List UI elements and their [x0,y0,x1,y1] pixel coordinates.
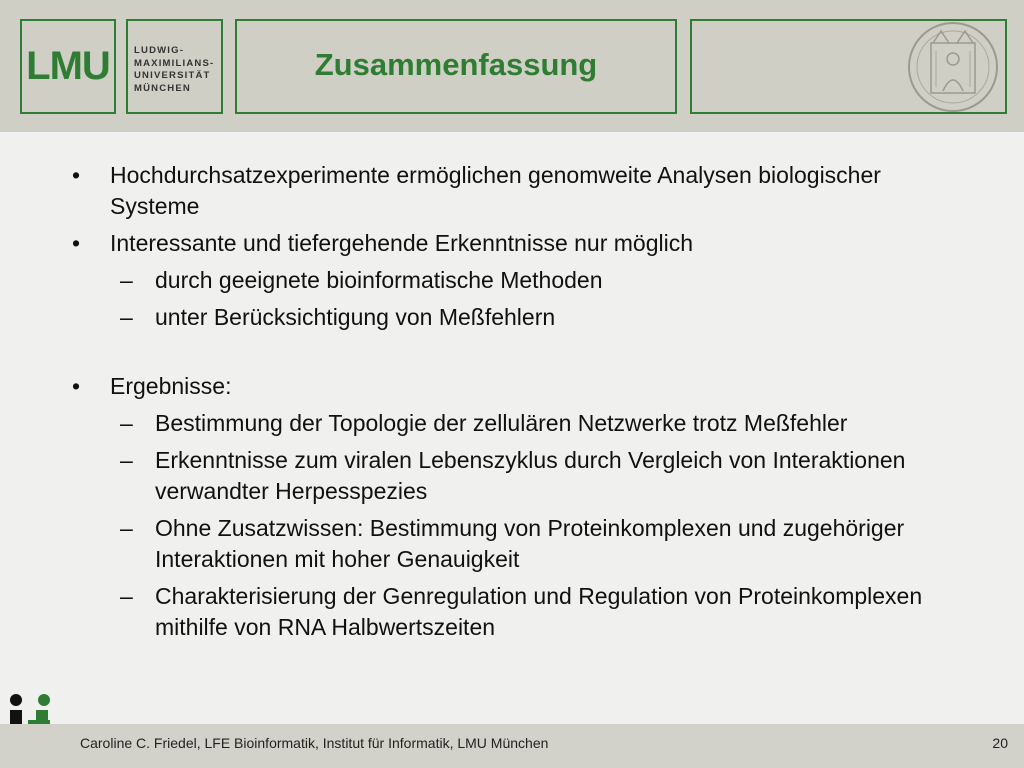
sub-bullet-item [62,265,962,296]
sub-bullet-item [62,513,962,575]
slide-footer [0,724,1024,768]
lmu-logo-box [20,19,116,114]
sub-bullet-text: Charakterisierung der Genregulation und Regulation von Proteinkomplexen mithilfe von RNA Halbwertszeiten [155,583,923,640]
dash-symbol: – [120,267,133,293]
bullet-symbol: • [72,373,81,399]
title-box [235,19,677,114]
sub-bullet-item [62,302,962,333]
university-name-line: UNIVERSITÄT [134,70,211,81]
sub-bullet-item [62,581,962,643]
bullet-text: Interessante und tiefergehende Erkenntnisse nur möglich [110,230,694,256]
university-name-line: MÜNCHEN [134,82,191,94]
bullet-item [62,160,962,222]
university-name [134,45,214,95]
sub-bullet-item [62,408,962,439]
slide-header [0,0,1024,132]
sub-bullet-text: Ohne Zusatzwissen: Bestimmung von Proteinkomplexen und zugehöriger Interaktionen mit hoher Genauigkeit [155,515,905,572]
dash-symbol: – [120,304,133,330]
bullet-symbol: • [72,230,81,256]
bullet-text: Hochdurchsatzexperimente ermöglichen genomweite Analysen biologischer Systeme [110,162,881,219]
dash-symbol: – [120,583,133,609]
sub-bullet-text: Erkenntnisse zum viralen Lebenszyklus durch Vergleich von Interaktionen verwandter Herpesspezies [155,447,906,504]
university-name-box [126,19,223,114]
sub-bullet-item [62,445,962,507]
lmu-logo-icon: LMU [26,44,110,88]
bullet-item [62,228,962,259]
sub-bullet-text: durch geeignete bioinformatische Methoden [155,267,603,293]
sub-bullet-text: unter Berücksichtigung von Meßfehlern [155,304,556,330]
footer-text: Caroline C. Friedel, LFE Bioinformatik, Institut für Informatik, LMU München [80,735,549,751]
dash-symbol: – [120,410,133,436]
bullet-item [62,371,962,402]
university-name-line: MAXIMILIANS- [134,57,215,69]
bullet-symbol: • [72,162,81,188]
dash-symbol: – [120,447,133,473]
bullet-text: Ergebnisse: [110,373,232,399]
university-name-line: LUDWIG- [134,45,185,56]
slide-title: Zusammenfassung [314,46,598,82]
slide-content [62,160,962,649]
university-seal-icon [903,21,1003,112]
page-number: 20 [992,735,1008,751]
sub-bullet-text: Bestimmung der Topologie der zellulären Netzwerke trotz Meßfehler [155,410,848,436]
spacer [62,339,962,371]
seal-box [690,19,1007,114]
dash-symbol: – [120,515,133,541]
